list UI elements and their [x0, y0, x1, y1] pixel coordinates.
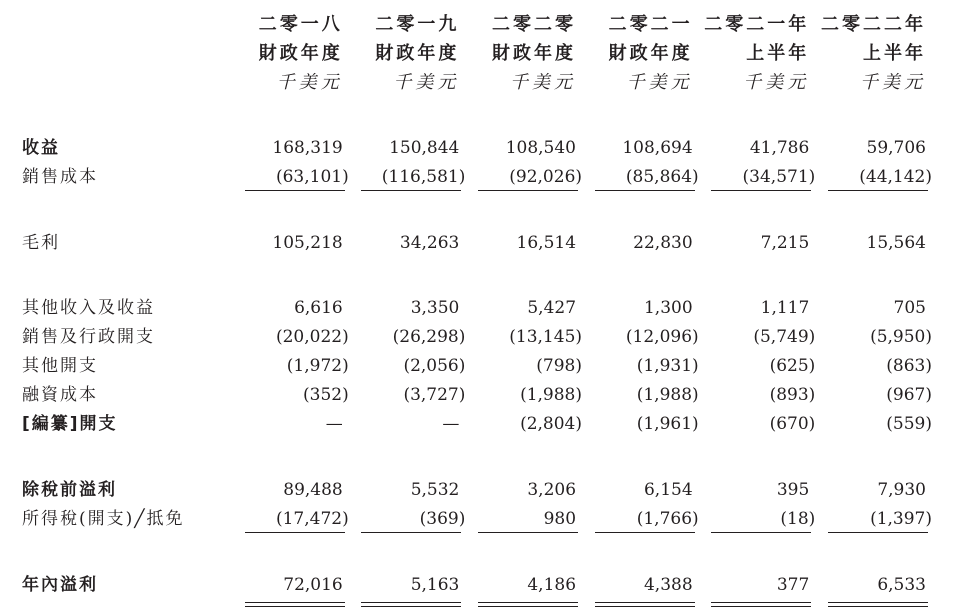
- cell-value: (18): [780, 509, 816, 529]
- cell-value: 4,186: [527, 575, 577, 595]
- cell-value: (85,864): [625, 167, 699, 187]
- row-label: 融資成本: [22, 385, 98, 405]
- header-row-period: [22, 10, 932, 39]
- cell-value: (1,766): [636, 509, 699, 529]
- header-row-type: [22, 39, 932, 68]
- row-label: 除稅前溢利: [22, 480, 117, 500]
- row-gross-profit: [22, 229, 932, 258]
- cell-value: (559): [886, 414, 932, 434]
- row-label: 其他開支: [22, 356, 98, 376]
- cell-value: (1,988): [636, 385, 699, 405]
- row-label: [編纂]開支: [22, 414, 118, 434]
- cell-value: (1,931): [636, 356, 699, 376]
- cell-value: 6,616: [294, 298, 343, 318]
- column-header: 財政年度: [608, 43, 693, 64]
- cell-value: (13,145): [509, 327, 583, 347]
- row-cost-of-sales: [22, 163, 932, 192]
- cell-value: 6,154: [643, 480, 693, 500]
- cell-value: 7,930: [877, 480, 926, 500]
- cell-value: 1,300: [643, 298, 693, 318]
- column-header: 財政年度: [375, 43, 460, 64]
- row-other-expenses: [22, 352, 932, 381]
- cell-value: 105,218: [272, 233, 343, 253]
- unit-label: 千美元: [860, 72, 926, 93]
- cell-value: 4,388: [643, 575, 693, 595]
- cell-value: 5,532: [410, 480, 460, 500]
- cell-value: 41,786: [749, 138, 810, 158]
- unit-label: 千美元: [743, 72, 810, 93]
- cell-value: (3,727): [403, 385, 466, 405]
- row-income-tax: [22, 505, 932, 534]
- column-header: 財政年度: [258, 43, 343, 64]
- cell-value: 16,514: [516, 233, 577, 253]
- header-row-unit: [22, 68, 932, 97]
- cell-value: 377: [776, 575, 810, 595]
- cell-value: 59,706: [866, 138, 926, 158]
- cell-value: (12,096): [625, 327, 699, 347]
- cell-value: 5,163: [410, 575, 460, 595]
- cell-value: (369): [419, 509, 466, 529]
- row-label: 毛利: [22, 233, 60, 253]
- cell-value: (863): [886, 356, 932, 376]
- row-finance-costs: [22, 381, 932, 410]
- cell-value: 7,215: [760, 233, 810, 253]
- cell-value: 150,844: [389, 138, 460, 158]
- cell-value: (1,397): [870, 509, 932, 529]
- column-header: 二零一八: [258, 14, 343, 35]
- cell-value: 89,488: [283, 480, 343, 500]
- cell-value: 6,533: [877, 575, 926, 595]
- financial-summary-table: [22, 10, 932, 600]
- row-profit-before-tax: [22, 476, 932, 505]
- cell-value: (44,142): [859, 167, 932, 187]
- cell-value: 3,350: [410, 298, 460, 318]
- cell-value: (92,026): [509, 167, 583, 187]
- cell-value: —: [325, 414, 343, 434]
- row-label: 收益: [22, 138, 60, 158]
- row-redacted-expenses: [22, 410, 932, 439]
- cell-value: 705: [893, 298, 926, 318]
- cell-value: —: [442, 414, 460, 434]
- cell-value: 34,263: [399, 233, 460, 253]
- cell-value: 168,319: [272, 138, 343, 158]
- cell-value: (625): [769, 356, 816, 376]
- unit-label: 千美元: [510, 72, 577, 93]
- cell-value: (1,988): [520, 385, 583, 405]
- cell-value: (5,749): [753, 327, 816, 347]
- column-header: 二零二一年: [704, 14, 810, 35]
- cell-value: 15,564: [866, 233, 926, 253]
- cell-value: 395: [776, 480, 810, 500]
- cell-value: 3,206: [527, 480, 577, 500]
- cell-value: 108,540: [505, 138, 577, 158]
- column-header: 二零二零: [492, 14, 577, 35]
- column-header: 二零二二年: [821, 14, 926, 35]
- row-selling-admin: [22, 323, 932, 352]
- row-revenue: [22, 134, 932, 163]
- cell-value: (116,581): [381, 167, 466, 187]
- column-header: 上半年: [863, 43, 926, 64]
- column-header: 財政年度: [492, 43, 577, 64]
- row-profit-for-year: [22, 571, 932, 600]
- cell-value: 1,117: [760, 298, 810, 318]
- row-label: 所得稅(開支)╱抵免: [22, 509, 185, 529]
- cell-value: 72,016: [283, 575, 343, 595]
- cell-value: 5,427: [527, 298, 577, 318]
- cell-value: (1,961): [636, 414, 699, 434]
- column-header: 二零二一: [608, 14, 693, 35]
- cell-value: (893): [769, 385, 816, 405]
- cell-value: (5,950): [870, 327, 932, 347]
- cell-value: (2,804): [520, 414, 583, 434]
- column-header: 上半年: [746, 43, 810, 64]
- row-label: 年內溢利: [22, 575, 98, 595]
- cell-value: (26,298): [392, 327, 466, 347]
- cell-value: (670): [769, 414, 816, 434]
- row-other-income: [22, 294, 932, 323]
- cell-value: (17,472): [275, 509, 349, 529]
- row-label: 銷售及行政開支: [22, 327, 155, 347]
- cell-value: (798): [536, 356, 583, 376]
- unit-label: 千美元: [393, 72, 460, 93]
- unit-label: 千美元: [626, 72, 693, 93]
- row-label: 其他收入及收益: [22, 298, 155, 318]
- cell-value: (34,571): [742, 167, 816, 187]
- cell-value: (2,056): [403, 356, 466, 376]
- row-label: 銷售成本: [22, 167, 98, 187]
- cell-value: 108,694: [622, 138, 693, 158]
- cell-value: (967): [886, 385, 932, 405]
- cell-value: 980: [543, 509, 577, 529]
- cell-value: (63,101): [275, 167, 349, 187]
- column-header: 二零一九: [375, 14, 460, 35]
- cell-value: (1,972): [286, 356, 349, 376]
- cell-value: (20,022): [275, 327, 349, 347]
- unit-label: 千美元: [276, 72, 343, 93]
- cell-value: (352): [303, 385, 349, 405]
- cell-value: 22,830: [633, 233, 693, 253]
